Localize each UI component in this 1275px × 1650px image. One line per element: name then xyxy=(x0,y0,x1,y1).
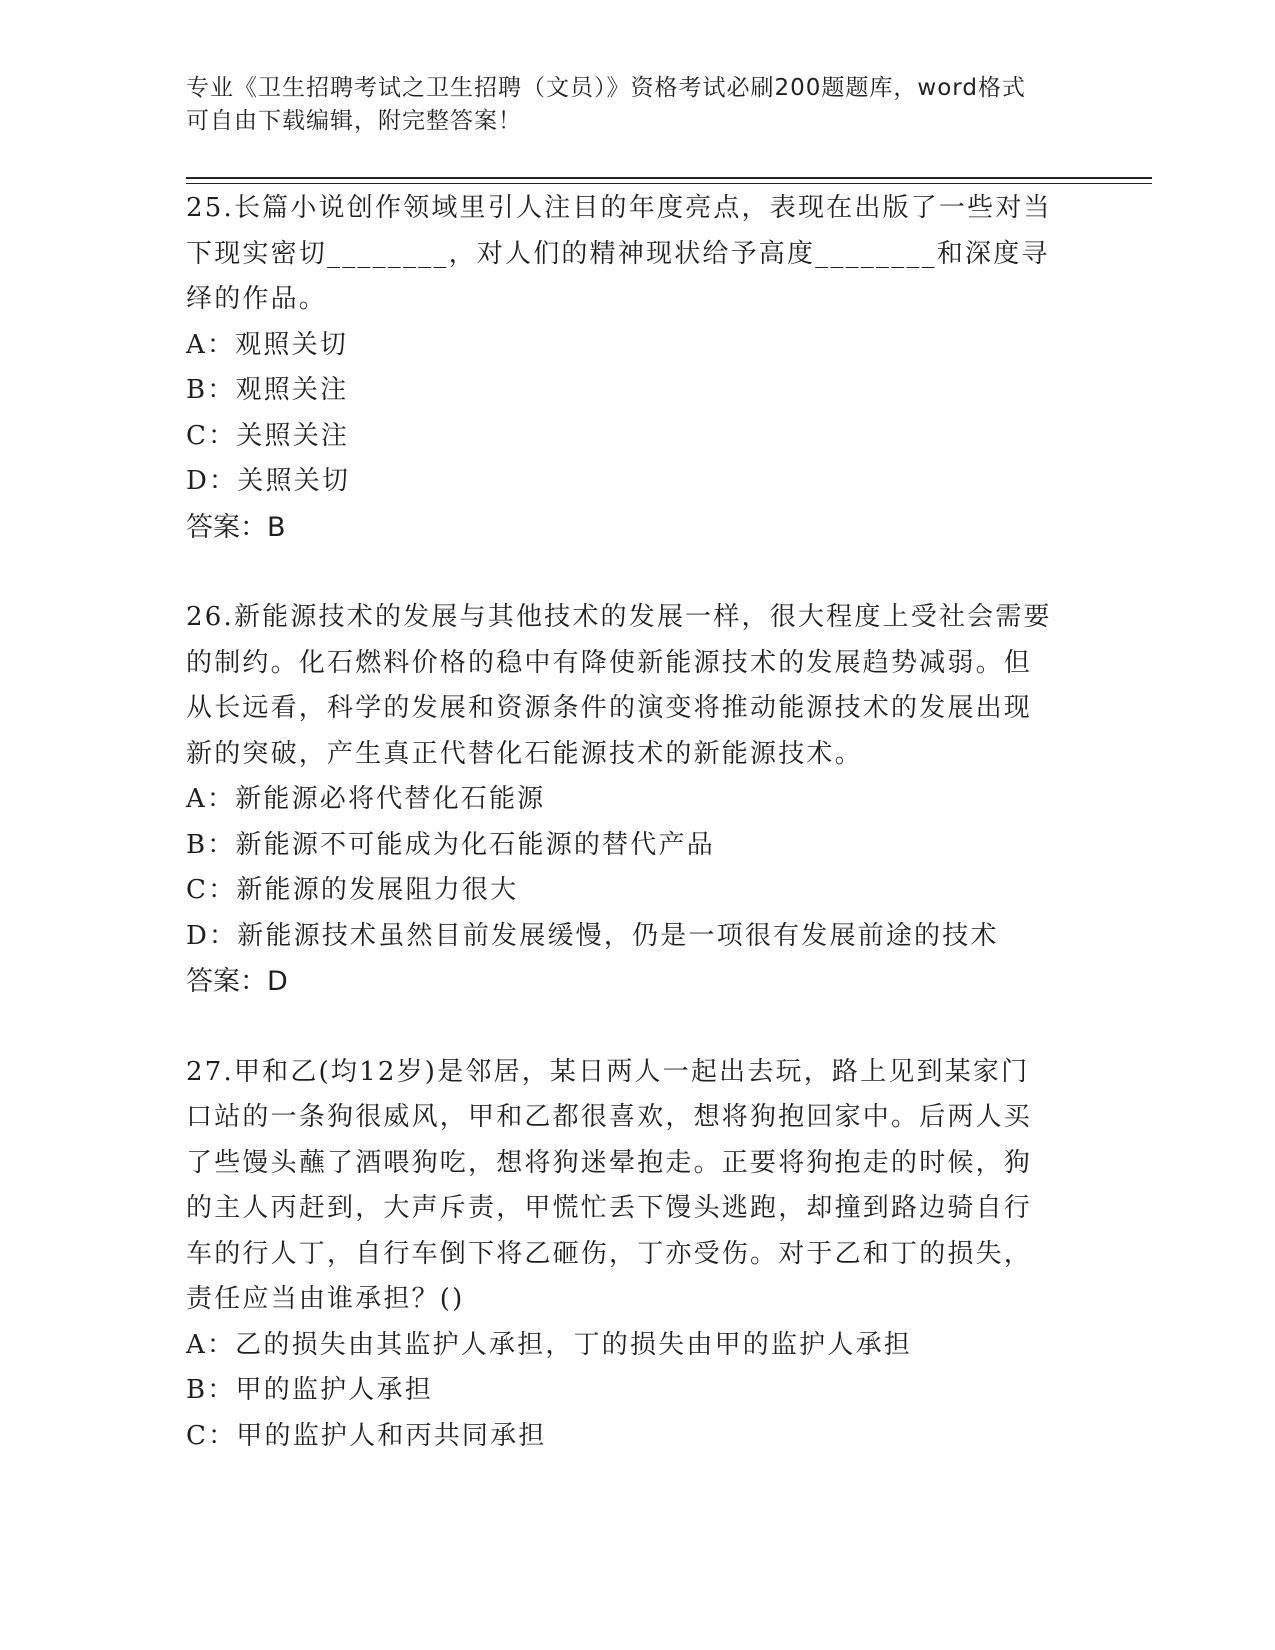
question-stem-line: 25.长篇小说创作领域里引人注目的年度亮点，表现在出版了一些对当 xyxy=(186,193,1052,223)
header-divider-thin xyxy=(186,183,1152,184)
option-a: A：新能源必将代替化石能源 xyxy=(186,784,546,814)
question-spacer xyxy=(186,550,1086,595)
question-spacer xyxy=(186,1005,1086,1050)
question-26 xyxy=(186,595,1086,1005)
option-b: B：甲的监护人承担 xyxy=(186,1375,433,1405)
option-b: B：新能源不可能成为化石能源的替代产品 xyxy=(186,829,715,860)
header-line-2: 可自由下载编辑，附完整答案！ xyxy=(186,108,522,134)
question-stem-line: 新的突破，产生真正代替化石能源技术的新能源技术。 xyxy=(186,738,863,769)
option-a: A：乙的损失由其监护人承担，丁的损失由甲的监护人承担 xyxy=(186,1329,912,1360)
question-stem-line: 从长远看，科学的发展和资源条件的演变将推动能源技术的发展出现 xyxy=(186,693,1033,723)
question-stem-line: 车的行人丁，自行车倒下将乙砸伤，丁亦受伤。对于乙和丁的损失， xyxy=(186,1238,1033,1269)
question-stem-line: 下现实密切________，对人们的精神现状给予高度________和深度寻 xyxy=(186,238,1050,269)
question-list xyxy=(186,186,1086,1459)
header-divider-thick xyxy=(186,177,1152,179)
header-line-1: 专业《卫生招聘考试之卫生招聘（文员）》资格考试必刷200题题库，word格式 xyxy=(186,75,1026,101)
option-c: C：关照关注 xyxy=(186,420,350,451)
question-25 xyxy=(186,186,1086,550)
option-d: D：关照关切 xyxy=(186,466,351,496)
option-c: C：新能源的发展阻力很大 xyxy=(186,875,519,905)
question-stem-line: 的制约。化石燃料价格的稳中有降使新能源技术的发展趋势减弱。但 xyxy=(186,647,1033,678)
answer-label: 答案：B xyxy=(186,511,286,543)
document-header xyxy=(186,72,1076,138)
question-stem-line: 的主人丙赶到，大声斥责，甲慌忙丢下馒头逃跑，却撞到路边骑自行 xyxy=(186,1193,1033,1223)
question-stem-line: 26.新能源技术的发展与其他技术的发展一样，很大程度上受社会需要 xyxy=(186,602,1052,632)
option-b: B：观照关注 xyxy=(186,375,349,405)
question-stem-line: 责任应当由谁承担？() xyxy=(186,1284,465,1314)
question-stem-line: 了些馒头蘸了酒喂狗吃，想将狗迷晕抱走。正要将狗抱走的时候，狗 xyxy=(186,1147,1033,1178)
option-a: A：观照关切 xyxy=(186,329,348,360)
option-d: D：新能源技术虽然目前发展缓慢，仍是一项很有发展前途的技术 xyxy=(186,920,999,951)
question-stem-line: 口站的一条狗很威风，甲和乙都很喜欢，想将狗抱回家中。后两人买 xyxy=(186,1102,1033,1132)
question-stem-line: 绎的作品。 xyxy=(186,284,328,314)
answer-label: 答案：D xyxy=(186,966,288,997)
question-stem-line: 27.甲和乙(均12岁)是邻居，某日两人一起出去玩，路上见到某家门 xyxy=(186,1056,1030,1087)
question-27 xyxy=(186,1050,1086,1460)
option-c: C：甲的监护人和丙共同承担 xyxy=(186,1420,547,1451)
